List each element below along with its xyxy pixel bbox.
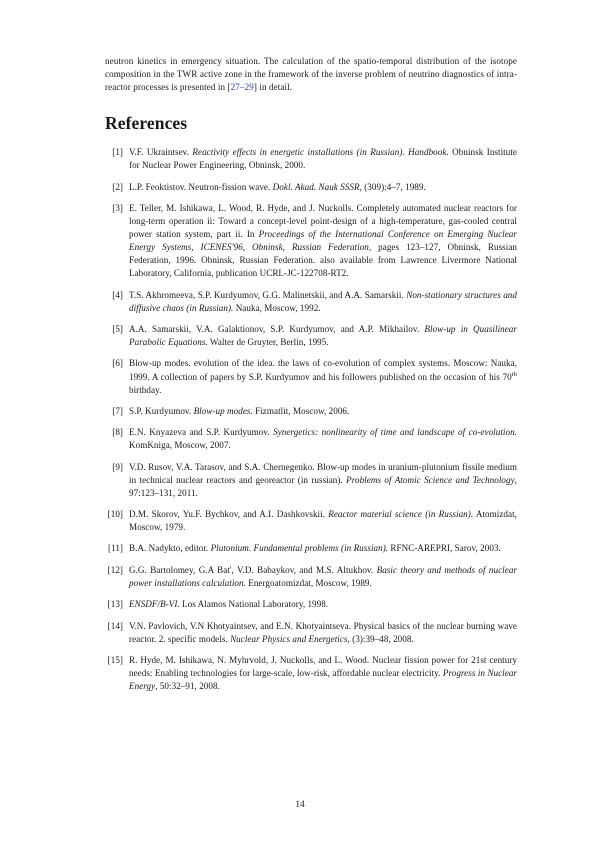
reference-text-part: KomKniga, Moscow, 2007. — [129, 440, 231, 451]
reference-text-part: birthday. — [129, 384, 162, 395]
reference-text-part: T.S. Akhromeeva, S.P. Kurdyumov, G.G. Malinetskii, and A.A. Samarskii. — [129, 289, 407, 300]
reference-number: [9] — [112, 461, 123, 472]
reference-text — [129, 621, 517, 644]
reference-entry — [105, 289, 517, 315]
reference-number: [8] — [112, 427, 123, 438]
reference-entry — [105, 405, 517, 418]
reference-text — [129, 462, 517, 498]
reference-text — [129, 358, 517, 394]
reference-entry — [105, 426, 517, 452]
reference-text-part: B.A. Nadykto, editor. — [129, 543, 211, 554]
reference-text-part: V.F. Ukraintsev. — [129, 147, 193, 158]
reference-text — [129, 509, 517, 532]
reference-text-part: th — [511, 370, 517, 378]
reference-text-part: E. Teller, M. Ishikawa, L. Wood, R. Hyde, and J. Nuckolls. Completely automated nuclear reactors for long-term operation ii: Toward a concept-level point-design of a high-temperature, gas-cooled central power station system, part ii. In — [129, 203, 517, 240]
reference-text-part: Blow-up modes. — [193, 405, 253, 416]
reference-text — [129, 324, 517, 347]
reference-number: [6] — [112, 358, 123, 369]
reference-text-part: D.M. Skorov, Yu.F. Bychkov, and A.I. Dashkovskii. — [129, 509, 329, 520]
reference-text-part: G.G. Bartolomey, G.A Bat', V.D. Babaykov, and M.S. Altukhov. — [129, 564, 377, 575]
reference-text — [129, 427, 517, 450]
reference-number: [15] — [107, 654, 123, 665]
reference-text-part: Blow-up in Quasilinear Parabolic Equations. — [129, 324, 517, 348]
reference-number: [11] — [108, 543, 123, 554]
reference-text-part: Synergetics: nonlinearity of time and landscape of co-evolution. — [273, 427, 517, 438]
reference-number: [12] — [107, 564, 123, 575]
page-number: 14 — [295, 800, 305, 810]
reference-number: [3] — [112, 203, 123, 214]
citation-bracket-close: ] — [253, 82, 257, 93]
reference-text — [129, 543, 501, 553]
reference-text-part: Plutonium. Fundamental problems (in Russian). — [210, 543, 389, 554]
reference-number: [1] — [112, 147, 123, 158]
reference-number: [10] — [107, 509, 123, 520]
reference-entry — [105, 461, 517, 500]
reference-text — [129, 406, 349, 416]
reference-text-part: V.D. Rusov, V.A. Tarasov, and S.A. Chernegenko. Blow-up modes in uranium-plutonium fissile medium in technical nuclear reactors and georeactor (in russian). — [129, 461, 517, 485]
reference-text — [129, 599, 328, 609]
reference-text — [129, 565, 517, 588]
reference-text-part: Nauka, Moscow, 1992. — [233, 302, 321, 313]
reference-text-part: ENSDF/B-VI. — [129, 599, 180, 610]
reference-text-part: A.A. Samarskii, V.A. Galaktionov, S.P. Kurdyumov, and A.P. Mikhailov. — [129, 324, 425, 335]
reference-text-part: Los Alamos National Laboratory, 1998. — [179, 599, 329, 610]
reference-text — [129, 182, 426, 192]
reference-text — [129, 147, 517, 170]
reference-text-part: R. Hyde, M. Ishikawa, N. Myhrvold, J. Nuckolls, and L. Wood. Nuclear fission power for 21st century needs: Enabling technologies for large-scale, low-risk, affordable nuclear electricity. — [129, 654, 517, 678]
reference-entry — [105, 146, 517, 172]
reference-entry — [105, 508, 517, 534]
reference-text-part: Walter de Gruyter, Berlin, 1995. — [207, 337, 329, 348]
reference-text-part: Non-stationary structures and diffusive chaos (in Russian). — [129, 289, 517, 313]
page-content — [105, 55, 517, 701]
reference-number: [7] — [112, 405, 123, 416]
reference-entry — [105, 654, 517, 693]
reference-text-part: Atomizdat, Moscow, 1979. — [129, 509, 517, 533]
reference-text-part: Progress in Nuclear Energy — [129, 668, 517, 692]
reference-text-part: , (309):4–7, 1989. — [359, 181, 426, 192]
reference-number: [14] — [107, 620, 123, 631]
reference-text-part: V.N. Pavlovich, V.N Khotyaintsev, and E.N. Khotyaintseva. Physical basics of the nuclear burning wave reactor. 2. specific models. — [129, 620, 517, 644]
reference-text-part: S.P. Kurdyumov. — [129, 405, 194, 416]
reference-text-part: , 50:32–91, 2008. — [155, 681, 220, 692]
intro-text-after-citation: in detail. — [256, 82, 293, 93]
reference-text-part: Proceedings of the International Conference on Emerging Nuclear Energy Systems, ICENES'96, Obninsk, Russian Federation — [129, 229, 517, 253]
reference-number: [5] — [112, 324, 123, 335]
reference-text-part: Fizmatlit, Moscow, 2006. — [252, 405, 350, 416]
reference-text — [129, 655, 517, 691]
reference-text-part: Problems of Atomic Science and Technology — [346, 474, 515, 485]
reference-text-part: , (3):39–48, 2008. — [347, 633, 414, 644]
reference-text — [129, 203, 517, 278]
citation-bracket-open: [ — [227, 82, 231, 93]
reference-text-part: , 97:123–131, 2011. — [129, 474, 517, 498]
reference-entry — [105, 620, 517, 646]
reference-text-part: Obninsk Institute for Nuclear Power Engineering, Obninsk, 2000. — [129, 147, 517, 171]
reference-text-part: Reactivity effects in energetic installations (in Russian). Handbook. — [192, 147, 449, 158]
reference-entry — [105, 598, 517, 611]
citation-link-27-29[interactable]: 27–29 — [230, 82, 254, 93]
reference-text-part: L.P. Feoktistov. Neutron-fission wave. — [129, 181, 273, 192]
reference-text-part: Basic theory and methods of nuclear power installations calculation. — [129, 564, 518, 588]
reference-entry — [105, 202, 517, 280]
reference-entry — [105, 323, 517, 349]
reference-text-part: Dokl. Akad. Nauk SSSR — [272, 181, 360, 192]
reference-entry — [105, 181, 517, 194]
reference-number: [2] — [112, 181, 123, 192]
reference-text-part: RFNC-AREPRI, Sarov, 2003. — [388, 543, 501, 554]
reference-text — [129, 290, 517, 313]
reference-entry — [105, 542, 517, 555]
reference-entry — [105, 564, 517, 590]
intro-text-before-citation: neutron kinetics in emergency situation. The calculation of the spatio-temporal distribution of the isotope composition in the TWR active zone in the framework of the inverse problem of neutrino diagnostics of intra-reactor processes is presented in — [105, 56, 517, 93]
reference-entry — [105, 357, 517, 396]
references-heading: References — [105, 113, 188, 134]
reference-number: [13] — [107, 599, 123, 610]
reference-text-part: Energoatomizdat, Moscow, 1989. — [245, 577, 372, 588]
reference-text-part: Reactor material science (in Russian). — [328, 509, 474, 520]
reference-text-part: Nuclear Physics and Energetics — [230, 633, 348, 644]
reference-text-part: , pages 123–127, Obninsk, Russian Federation, 1996. Obninsk, Russian Federation. also available from Lawrence Livermore National Laboratory, California, publication UCRL-JC-122708-RT2. — [129, 242, 517, 279]
references-list — [105, 146, 517, 693]
reference-text-part: E.N. Knyazeva and S.P. Kurdyumov. — [129, 427, 274, 438]
reference-number: [4] — [112, 289, 123, 300]
intro-paragraph — [105, 55, 517, 94]
reference-text-part: Blow-up modes. evolution of the idea. the laws of co-evolution of complex systems. Moscow: Nauka, 1999. A collection of papers by S.P. Kurdyumov and his followers published on the occasion of his 70 — [129, 358, 517, 382]
